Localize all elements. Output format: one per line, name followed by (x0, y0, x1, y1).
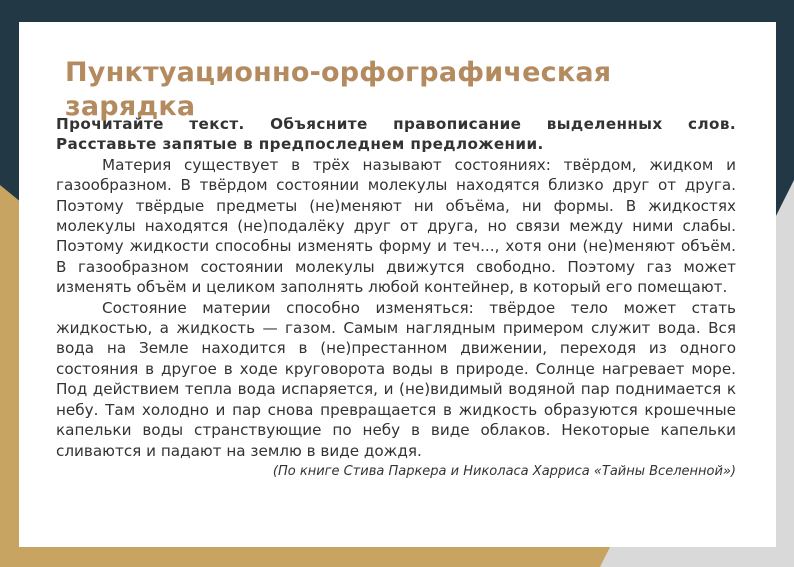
paragraph-2: Состояние материи способно изменяться: твёрдое тело может стать жидкостью, а жидкость — газом. Самым наглядным примером служит вода. Вся вода на Земле находится в (не)престанном движении, переходя из одного состояния в другое в ходе круговорота воды в природе. Солнце нагревает море. Под действием тепла вода испаряется, и (не)видимый водяной пар поднимается к небу. Там холодно и пар снова превращается в жидкость образуются крошечные капельки воды странствующие по небу в виде облаков. Некоторые капельки сливаются и падают на землю в виде дождя. (56, 298, 736, 460)
slide-title: Пунктуационно-орфографическая зарядка (65, 57, 612, 122)
instruction-text: Прочитайте текст. Объясните правописание выделенных слов. Расставьте запятые в предпоследнем предложении. (56, 115, 736, 154)
source-citation: (По книге Стива Паркера и Николаса Харриса «Тайны Вселенной») (272, 463, 736, 479)
slide-body (56, 114, 736, 482)
paragraph-1: Материя существует в трёх называют состояниях: твёрдом, жидком и газообразном. В твёрдом состоянии молекулы находятся близко друг от друга. Поэтому твёрдые предметы (не)меняют ни объёма, ни формы. В жидкостях молекулы находятся (не)подалёку друг от друга, но связи между ними слабы. Поэтому жидкости способны изменять форму и теч..., хотя они (не)меняют объём. В газообразном состоянии молекулы движутся свободно. Поэтому газ может изменять объём и целиком заполнять любой контейнер, в который его помещают. (56, 155, 736, 297)
